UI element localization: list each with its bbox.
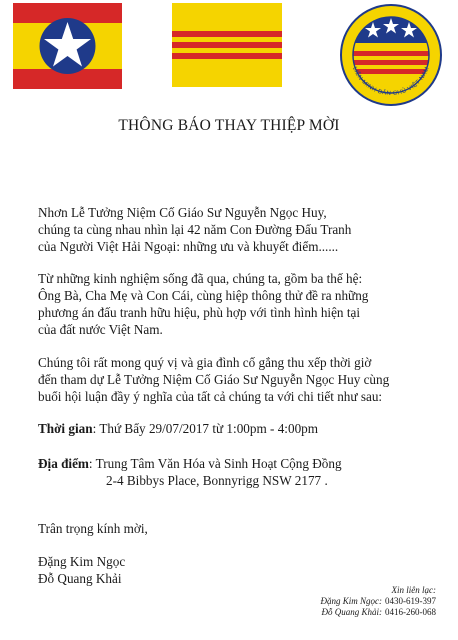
closing-text: Trân trọng kính mời, <box>38 521 148 536</box>
contact-row <box>276 607 436 618</box>
paragraph-line: Ông Bà, Cha Mẹ và Con Cái, cùng hiệp thông thử đề ra những <box>38 288 369 303</box>
paragraph-intro <box>38 204 458 255</box>
page-title: THÔNG BÁO THAY THIỆP MỜI <box>118 117 340 134</box>
paragraph-invitation <box>38 354 458 405</box>
paragraph-line: buổi hội luận đầy ý nghĩa của tất cả chúng ta với chi tiết như sau: <box>38 389 383 404</box>
logo-ring-text: LIÊN MINH DÂN CHỦ VIỆT NAM <box>351 66 431 98</box>
paragraph-line: đến tham dự Lễ Tưởng Niệm Cố Giáo Sư Nguyễn Ngọc Huy cùng <box>38 372 390 387</box>
paragraph-line: của Người Việt Hải Ngoại: những ưu và khuyết điểm...... <box>38 239 339 254</box>
contact-info <box>276 585 436 618</box>
signer-name: Đỗ Quang Khải <box>38 571 122 586</box>
contact-phone: 0430-619-397 <box>385 596 436 606</box>
paragraph-line: của đất nước Việt Nam. <box>38 322 163 337</box>
paragraph-experience <box>38 270 458 338</box>
paragraph-line: Từ những kinh nghiệm sống đã qua, chúng ta, gồm ba thế hệ: <box>38 271 363 286</box>
contact-row <box>276 596 436 607</box>
signers <box>38 553 458 587</box>
time-value: : Thứ Bẩy 29/07/2017 từ 1:00pm - 4:00pm <box>92 421 319 436</box>
signer-name: Đặng Kim Ngọc <box>38 554 126 569</box>
center-flag-image <box>172 3 282 87</box>
paragraph-line: phương án đấu tranh hữu hiệu, phù hợp với tình hình hiện tại <box>38 305 360 320</box>
paragraph-line: Nhơn Lễ Tưởng Niệm Cố Giáo Sư Nguyễn Ngọc Huy, <box>38 205 327 220</box>
left-flag-image <box>13 3 122 89</box>
paragraph-line: Chúng tôi rất mong quý vị và gia đình cố gắng thu xếp thời giờ <box>38 355 372 370</box>
contact-header: Xin liên lạc: <box>391 585 436 595</box>
time-label: Thời gian <box>38 421 93 436</box>
contact-name: Đỗ Quang Khải: <box>321 607 382 617</box>
event-time <box>38 420 458 437</box>
organization-logo <box>339 3 443 107</box>
paragraph-line: chúng ta cùng nhau nhìn lại 42 năm Con Đường Đấu Tranh <box>38 222 352 237</box>
contact-phone: 0416-260-068 <box>385 607 436 617</box>
venue-line-2: 2-4 Bibbys Place, Bonnyrigg NSW 2177 . <box>106 473 328 488</box>
venue-line-1: : Trung Tâm Văn Hóa và Sinh Hoạt Cộng Đồng <box>88 456 342 471</box>
contact-name: Đặng Kim Ngọc: <box>320 596 382 606</box>
venue-label: Địa điểm <box>38 456 89 471</box>
closing-line <box>38 520 458 537</box>
event-venue <box>38 455 458 489</box>
